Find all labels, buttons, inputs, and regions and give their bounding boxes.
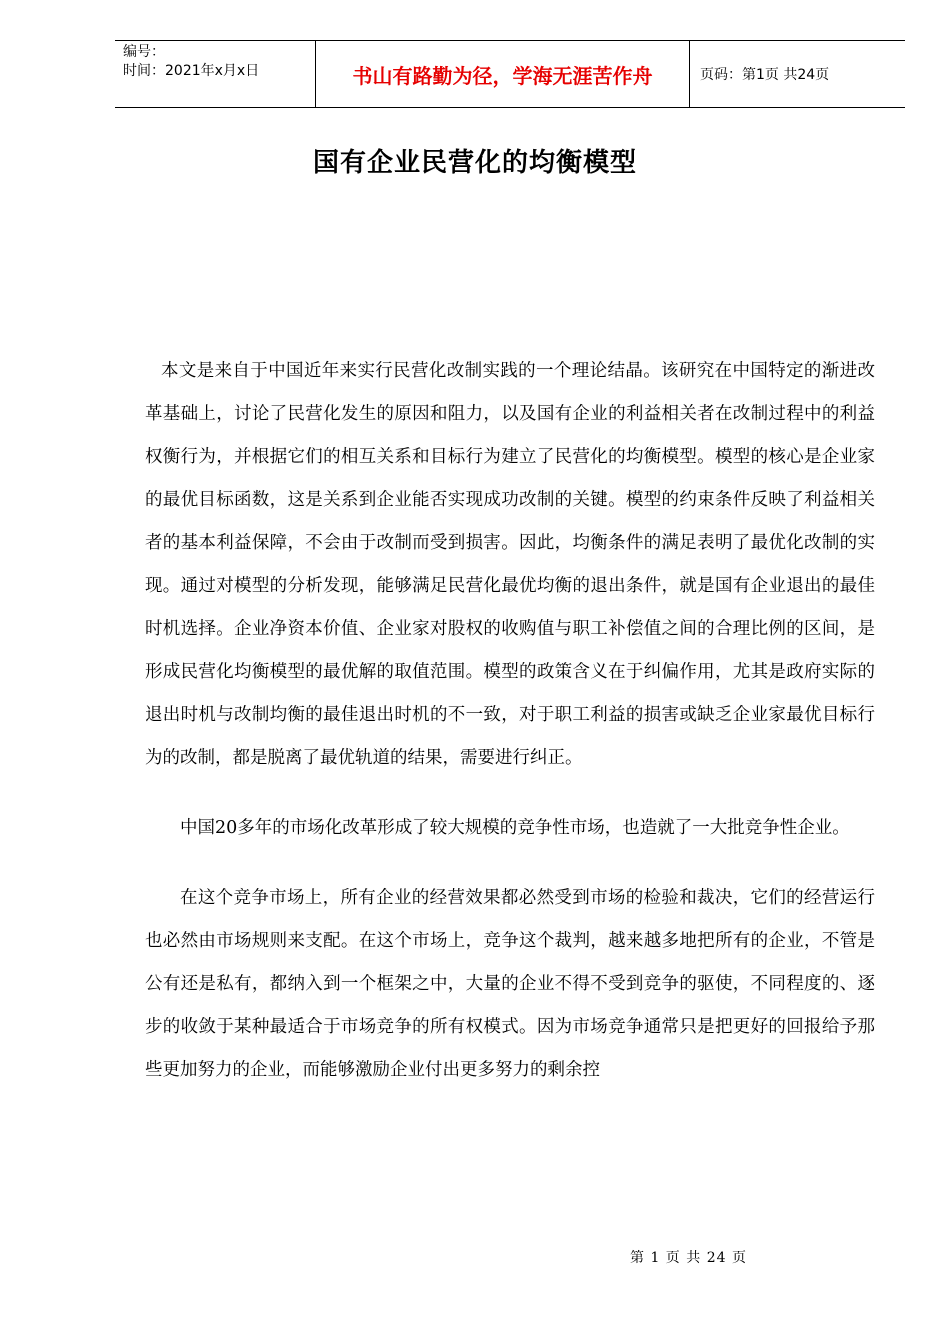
body-paragraph: 在这个竞争市场上，所有企业的经营效果都必然受到市场的检验和裁决，它们的经营运行也必然由市场规则来支配。在这个市场上，竞争这个裁判，越来越多地把所有的企业，不管是公有还是私有，都纳入到一个框架之中，大量的企业不得不受到竞争的驱使，不同程度的、逐步的收敛于某种最适合于市场竞争的所有权模式。因为市场竞争通常只是把更好的回报给予那些更加努力的企业，而能够激励企业付出更多努力的剩余控 <box>145 888 875 1080</box>
header-meta-cell <box>115 41 316 107</box>
document-title: 国有企业民营化的均衡模型 <box>312 148 637 178</box>
time-label: 时间：2021年x月x日 <box>123 63 260 79</box>
header-table <box>115 40 905 108</box>
serial-number-label: 编号： <box>123 44 165 60</box>
header-page-cell <box>690 41 905 107</box>
footer-page-number: 第 1 页 共 24 页 <box>630 1250 747 1266</box>
page-info: 页码：第1页 共24页 <box>700 67 830 83</box>
body-paragraph: 中国20多年的市场化改革形成了较大规模的竞争性市场，也造就了一大批竞争性企业。 <box>180 818 850 838</box>
motto-text: 书山有路勤为径，学海无涯苦作舟 <box>352 63 653 88</box>
document-body <box>145 350 875 1092</box>
header-motto-cell <box>316 41 690 107</box>
abstract-paragraph: 本文是来自于中国近年来实行民营化改制实践的一个理论结晶。该研究在中国特定的渐进改革基础上，讨论了民营化发生的原因和阻力，以及国有企业的利益相关者在改制过程中的利益权衡行为，并根据它们的相互关系和目标行为建立了民营化的均衡模型。模型的核心是企业家的最优目标函数，这是关系到企业能否实现成功改制的关键。模型的约束条件反映了利益相关者的基本利益保障，不会由于改制而受到损害。因此，均衡条件的满足表明了最优化改制的实现。通过对模型的分析发现，能够满足民营化最优均衡的退出条件，就是国有企业退出的最佳时机选择。企业净资本价值、企业家对股权的收购值与职工补偿值之间的合理比例的区间，是形成民营化均衡模型的最优解的取值范围。模型的政策含义在于纠偏作用，尤其是政府实际的退出时机与改制均衡的最佳退出时机的不一致，对于职工利益的损害或缺乏企业家最优目标行为的改制，都是脱离了最优轨道的结果，需要进行纠正。 <box>145 361 875 768</box>
